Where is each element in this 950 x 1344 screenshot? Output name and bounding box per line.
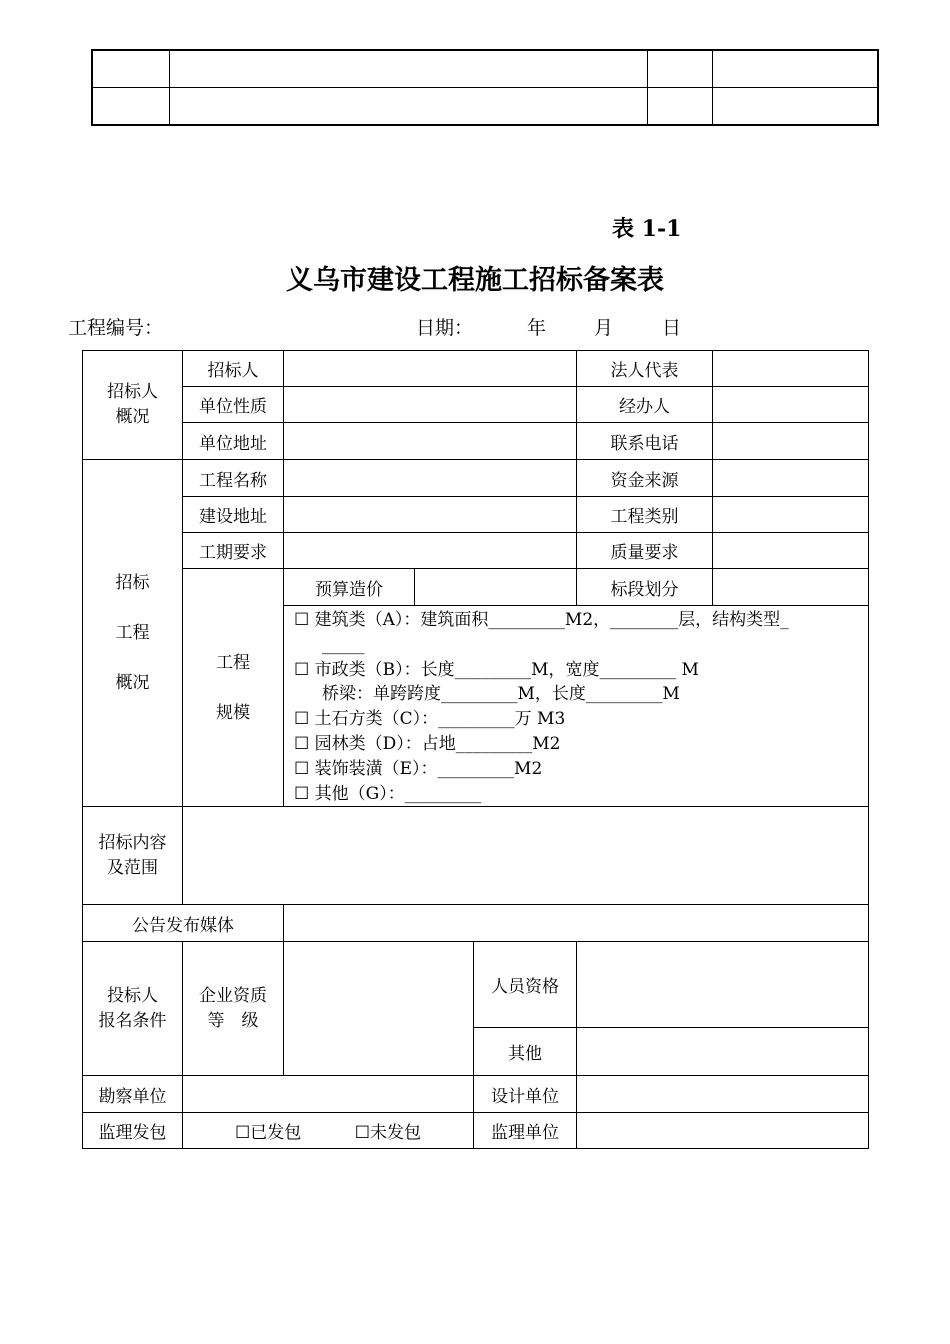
section-division-label: 标段划分 xyxy=(577,569,713,606)
fund-source-field[interactable] xyxy=(713,460,869,497)
budget-label: 预算造价 xyxy=(284,569,415,606)
supervision-unit-field[interactable] xyxy=(577,1113,869,1149)
contracted-checkbox[interactable]: ☐已发包 xyxy=(235,1123,302,1144)
fund-source-label: 资金来源 xyxy=(577,460,713,497)
table-row xyxy=(83,1076,869,1113)
legal-rep-label: 法人代表 xyxy=(577,351,713,387)
table-row xyxy=(92,50,878,88)
tenderer-label: 招标人 xyxy=(183,351,284,387)
not-contracted-checkbox[interactable]: ☐未发包 xyxy=(354,1123,421,1144)
bidder-conditions-header: 投标人 报名条件 xyxy=(83,942,183,1076)
supervision-unit-label: 监理单位 xyxy=(474,1113,577,1149)
personnel-field[interactable] xyxy=(577,942,869,1028)
survey-unit-label: 勘察单位 xyxy=(83,1076,183,1113)
tenderer-overview-header: 招标人 概况 xyxy=(83,351,183,460)
unit-address-label: 单位地址 xyxy=(183,423,284,460)
unit-nature-field[interactable] xyxy=(284,387,577,423)
table-row xyxy=(83,387,869,423)
project-category-label: 工程类别 xyxy=(577,497,713,533)
scale-option-building[interactable]: ☐ 建筑类（A）：建筑面积_________M2，________层，结构类型_ xyxy=(294,610,789,630)
scale-option-bridge: 桥梁：单跨跨度_________M，长度_________M xyxy=(322,684,680,705)
scale-option-municipal[interactable]: ☐ 市政类（B）：长度_________M，宽度_________ M xyxy=(294,659,699,680)
phone-field[interactable] xyxy=(713,423,869,460)
qualification-field[interactable] xyxy=(284,942,474,1076)
table-row xyxy=(83,905,869,942)
table-row xyxy=(83,569,869,606)
design-unit-field[interactable] xyxy=(577,1076,869,1113)
scale-option-building-cont: _____ xyxy=(322,634,365,655)
tenderer-field[interactable] xyxy=(284,351,577,387)
form-title: 义乌市建设工程施工招标备案表 xyxy=(286,265,664,296)
year-label: 年 xyxy=(527,317,547,339)
table-row xyxy=(92,88,878,126)
survey-unit-field[interactable] xyxy=(183,1076,474,1113)
personnel-label: 人员资格 xyxy=(474,942,577,1028)
date-label: 日期： xyxy=(416,317,474,339)
project-scale-options[interactable] xyxy=(284,606,869,807)
scope-field[interactable] xyxy=(183,807,869,905)
table-row xyxy=(83,351,869,387)
agent-field[interactable] xyxy=(713,387,869,423)
duration-field[interactable] xyxy=(284,533,577,569)
scale-option-decoration[interactable]: ☐ 装饰装潢（E）：_________M2 xyxy=(294,758,543,779)
supervision-contract-options xyxy=(183,1113,474,1149)
supervision-contract-label: 监理发包 xyxy=(83,1113,183,1149)
budget-field[interactable] xyxy=(415,569,577,606)
table-row xyxy=(83,423,869,460)
phone-label: 联系电话 xyxy=(577,423,713,460)
other-field[interactable] xyxy=(577,1028,869,1076)
duration-label: 工期要求 xyxy=(183,533,284,569)
table-row xyxy=(83,497,869,533)
build-address-field[interactable] xyxy=(284,497,577,533)
media-label: 公告发布媒体 xyxy=(83,905,284,942)
month-label: 月 xyxy=(594,317,614,339)
unit-address-field[interactable] xyxy=(284,423,577,460)
table-number: 表 1-1 xyxy=(612,216,682,242)
project-number-label: 工程编号： xyxy=(68,317,164,339)
scale-option-other[interactable]: ☐ 其他（G）：_________ xyxy=(294,783,482,804)
scale-option-earthwork[interactable]: ☐ 土石方类（C）：_________万 M3 xyxy=(294,709,566,730)
scope-label: 招标内容 及范围 xyxy=(83,807,183,905)
table-row xyxy=(83,942,869,1028)
filing-form-table xyxy=(82,350,869,1149)
unit-nature-label: 单位性质 xyxy=(183,387,284,423)
project-category-field[interactable] xyxy=(713,497,869,533)
legal-rep-field[interactable] xyxy=(713,351,869,387)
day-label: 日 xyxy=(662,317,682,339)
table-row xyxy=(83,533,869,569)
previous-table-remnant xyxy=(91,49,879,126)
design-unit-label: 设计单位 xyxy=(474,1076,577,1113)
quality-label: 质量要求 xyxy=(577,533,713,569)
section-division-field[interactable] xyxy=(713,569,869,606)
agent-label: 经办人 xyxy=(577,387,713,423)
other-label: 其他 xyxy=(474,1028,577,1076)
project-name-field[interactable] xyxy=(284,460,577,497)
build-address-label: 建设地址 xyxy=(183,497,284,533)
table-row xyxy=(83,1113,869,1149)
table-row xyxy=(83,807,869,905)
project-overview-header: 招标 工程 概况 xyxy=(83,460,183,807)
quality-field[interactable] xyxy=(713,533,869,569)
table-row xyxy=(83,460,869,497)
project-name-label: 工程名称 xyxy=(183,460,284,497)
scale-option-landscape[interactable]: ☐ 园林类（D）：占地_________M2 xyxy=(294,733,561,754)
qualification-label: 企业资质 等 级 xyxy=(183,942,284,1076)
media-field[interactable] xyxy=(284,905,869,942)
project-scale-header: 工程 规模 xyxy=(183,569,284,807)
